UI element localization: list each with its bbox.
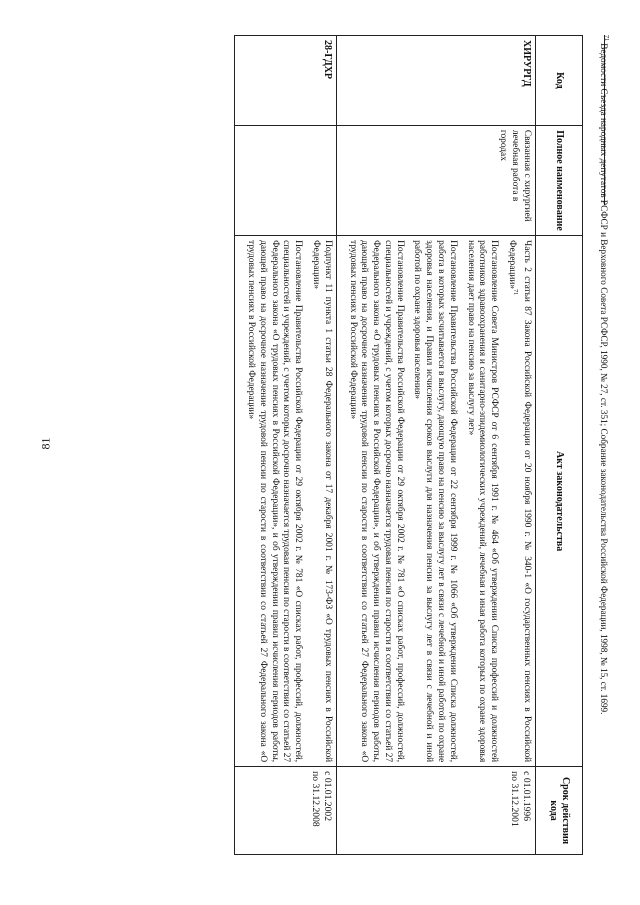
row-full-name: [235, 125, 337, 235]
act-paragraph: Постановление Правительства Российской Федерации от 29 октября 2002 г. № 781 «О списках работ, профессий, должностей, специальностей и учреждений, с учетом которых досрочно назначается трудовая пенсия по старости в соответствии со статьей 27 Федерального закона «О трудовых пенсиях в Российской Федерации», и об утверждении правил исчисления периодов работы, дающей право на досрочное назначение трудовой пенсии по старости в соответствии со статьей 27 Федерального закона «О трудовых пенсиях в Российской Федерации»: [245, 240, 304, 763]
footnote: [598, 35, 612, 855]
row-acts: [235, 236, 337, 767]
table-row: [235, 36, 337, 855]
act-paragraph: Подпункт 11 пункта 1 статьи 28 Федерального закона от 17 декабря 2001 г. № 173-ФЗ «О трудовых пенсиях в Российской Федерации»: [310, 240, 333, 763]
table-header-row: [536, 36, 583, 855]
validity-to: по 31.12.2001: [509, 771, 520, 827]
footnote-mark: 71: [603, 35, 609, 41]
row-full-name: Связанная с хирургией лечебная работа в городах: [336, 125, 535, 235]
footnote-text: Ведомости Съезда народных депутатов РСФСР и Верховного Совета РСФСР, 1990, № 27, ст. 351; Собрание законодательства Российской Федерации, 1998, № 15, ст. 1699.: [598, 43, 609, 715]
header-full-name: Полное наименование: [536, 125, 583, 235]
act-paragraph: Постановление Правительства Российской Федерации от 29 октября 2002 г. № 781 «О списках работ, профессий, должностей, специальностей и учреждений, с учетом которых досрочно назначается трудовая пенсия по старости в соответствии со статьей 27 Федерального закона «О трудовых пенсиях в Российской Федерации», и об утверждении правил исчисления периодов работы, дающей право на досрочное назначение трудовой пенсии по старости в соответствии со статьей 27 Федерального закона «О трудовых пенсиях в Российской Федерации»: [347, 240, 405, 763]
row-code: 28-ГДХР: [235, 36, 337, 126]
row-code: ХИРУРГД: [336, 36, 535, 126]
row-validity: [336, 767, 535, 855]
validity-to: по 31.12.2008: [309, 771, 321, 827]
row-validity: [235, 767, 337, 855]
header-validity-period: Срок действия кода: [536, 767, 583, 855]
page-number: 81: [38, 437, 53, 450]
validity-from: с 01.01.2002: [321, 771, 333, 821]
act-paragraph: Постановление Правительства Российской Федерации от 22 сентября 1999 г. № 1066 «Об утверждении Списка должностей, работа в которых засчитывается в выслугу, дающую право на пенсию за выслугу лет в связи с лечебной и иной работой по охране здоровья населения, и Правил исчисления сроков выслуги для назначения пенсии за выслугу лет в связи с лечебной и иной работой по охране здоровья населения»: [412, 240, 458, 763]
codes-table: [234, 35, 583, 855]
header-legislative-act: Акт законодательства: [536, 236, 583, 767]
act-paragraph: Постановление Совета Министров РСФСР от 6 сентября 1991 г. № 464 «Об утверждении Списка профессий и должностей работников здравоохранения и санитарно-эпидемиологических учреждений, лечебная и иная работа которых по охране здоровья населения дает право на пенсию за выслугу лет»: [465, 240, 500, 763]
footnote-reference: 71: [512, 289, 519, 296]
header-code: Код: [536, 36, 583, 126]
act-paragraph: Часть 2 статьи 87 Закона Российской Федерации от 20 ноября 1990 г. № 340-1 «О государственных пенсиях в Российской Федерации»$^{71}$: [507, 240, 532, 763]
row-acts: [336, 236, 535, 767]
document-table-container: [63, 35, 583, 855]
validity-from: с 01.01.1996: [521, 771, 532, 821]
table-row: [336, 36, 535, 855]
